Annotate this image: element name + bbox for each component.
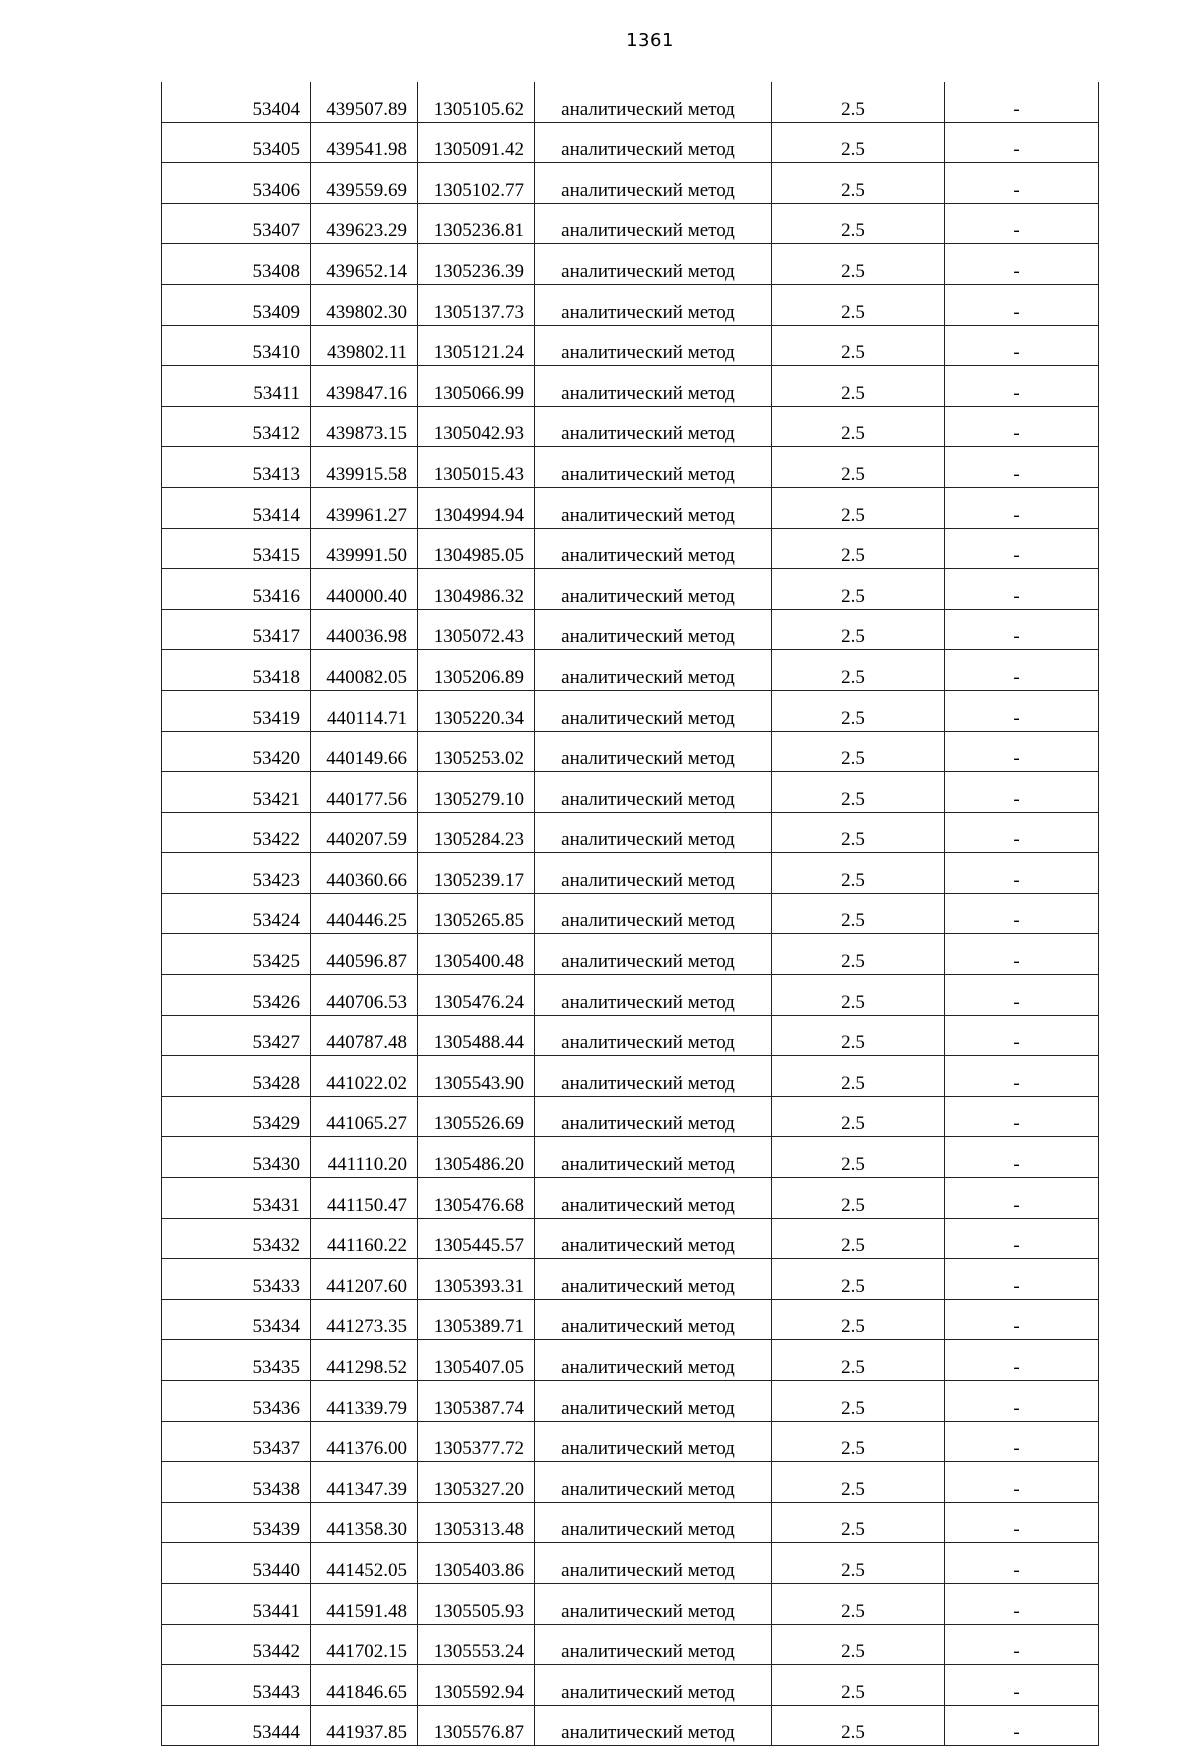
- accuracy-cell: 2.5: [772, 1543, 945, 1584]
- table-row: [162, 203, 1099, 244]
- note-cell: -: [945, 772, 1099, 813]
- accuracy-cell: 2.5: [772, 1665, 945, 1706]
- y-coordinate-cell: 1305206.89: [418, 650, 535, 691]
- point-number-cell: 53434: [162, 1299, 311, 1340]
- y-coordinate-cell: 1305488.44: [418, 1015, 535, 1056]
- method-cell: аналитический метод: [535, 1502, 772, 1543]
- table-row: [162, 569, 1099, 610]
- note-cell: -: [945, 325, 1099, 366]
- point-number-cell: 53407: [162, 203, 311, 244]
- point-number-cell: 53421: [162, 772, 311, 813]
- accuracy-cell: 2.5: [772, 325, 945, 366]
- point-number-cell: 53432: [162, 1218, 311, 1259]
- y-coordinate-cell: 1305313.48: [418, 1502, 535, 1543]
- table-row: [162, 1137, 1099, 1178]
- table-row: [162, 82, 1099, 122]
- table-row: [162, 1705, 1099, 1746]
- point-number-cell: 53440: [162, 1543, 311, 1584]
- method-cell: аналитический метод: [535, 1178, 772, 1219]
- accuracy-cell: 2.5: [772, 731, 945, 772]
- table-row: [162, 284, 1099, 325]
- method-cell: аналитический метод: [535, 325, 772, 366]
- accuracy-cell: 2.5: [772, 1624, 945, 1665]
- x-coordinate-cell: 441937.85: [311, 1705, 418, 1746]
- x-coordinate-cell: 439873.15: [311, 406, 418, 447]
- method-cell: аналитический метод: [535, 203, 772, 244]
- note-cell: -: [945, 244, 1099, 285]
- point-number-cell: 53415: [162, 528, 311, 569]
- method-cell: аналитический метод: [535, 1665, 772, 1706]
- point-number-cell: 53406: [162, 163, 311, 204]
- table-row: [162, 934, 1099, 975]
- point-number-cell: 53419: [162, 690, 311, 731]
- x-coordinate-cell: 439623.29: [311, 203, 418, 244]
- table-row: [162, 650, 1099, 691]
- accuracy-cell: 2.5: [772, 82, 945, 122]
- method-cell: аналитический метод: [535, 934, 772, 975]
- y-coordinate-cell: 1305387.74: [418, 1381, 535, 1422]
- method-cell: аналитический метод: [535, 1624, 772, 1665]
- y-coordinate-cell: 1305393.31: [418, 1259, 535, 1300]
- accuracy-cell: 2.5: [772, 1502, 945, 1543]
- table-row: [162, 1056, 1099, 1097]
- point-number-cell: 53443: [162, 1665, 311, 1706]
- x-coordinate-cell: 441347.39: [311, 1462, 418, 1503]
- table-row: [162, 528, 1099, 569]
- table-row: [162, 1543, 1099, 1584]
- y-coordinate-cell: 1305553.24: [418, 1624, 535, 1665]
- accuracy-cell: 2.5: [772, 203, 945, 244]
- method-cell: аналитический метод: [535, 1056, 772, 1097]
- x-coordinate-cell: 439991.50: [311, 528, 418, 569]
- table-row: [162, 893, 1099, 934]
- point-number-cell: 53414: [162, 487, 311, 528]
- note-cell: -: [945, 1259, 1099, 1300]
- note-cell: -: [945, 1543, 1099, 1584]
- accuracy-cell: 2.5: [772, 244, 945, 285]
- note-cell: -: [945, 284, 1099, 325]
- note-cell: -: [945, 406, 1099, 447]
- method-cell: аналитический метод: [535, 1096, 772, 1137]
- method-cell: аналитический метод: [535, 1705, 772, 1746]
- table-row: [162, 1502, 1099, 1543]
- x-coordinate-cell: 439802.11: [311, 325, 418, 366]
- method-cell: аналитический метод: [535, 690, 772, 731]
- y-coordinate-cell: 1305486.20: [418, 1137, 535, 1178]
- point-number-cell: 53408: [162, 244, 311, 285]
- point-number-cell: 53425: [162, 934, 311, 975]
- note-cell: -: [945, 1665, 1099, 1706]
- y-coordinate-cell: 1305476.68: [418, 1178, 535, 1219]
- y-coordinate-cell: 1305253.02: [418, 731, 535, 772]
- x-coordinate-cell: 439652.14: [311, 244, 418, 285]
- point-number-cell: 53431: [162, 1178, 311, 1219]
- point-number-cell: 53441: [162, 1583, 311, 1624]
- accuracy-cell: 2.5: [772, 1705, 945, 1746]
- table-row: [162, 772, 1099, 813]
- note-cell: -: [945, 1218, 1099, 1259]
- accuracy-cell: 2.5: [772, 1381, 945, 1422]
- y-coordinate-cell: 1305505.93: [418, 1583, 535, 1624]
- table-row: [162, 1218, 1099, 1259]
- method-cell: аналитический метод: [535, 1137, 772, 1178]
- x-coordinate-cell: 440149.66: [311, 731, 418, 772]
- y-coordinate-cell: 1305284.23: [418, 812, 535, 853]
- note-cell: -: [945, 1624, 1099, 1665]
- method-cell: аналитический метод: [535, 1340, 772, 1381]
- note-cell: -: [945, 366, 1099, 407]
- x-coordinate-cell: 440207.59: [311, 812, 418, 853]
- table-row: [162, 1462, 1099, 1503]
- note-cell: -: [945, 1178, 1099, 1219]
- method-cell: аналитический метод: [535, 1462, 772, 1503]
- accuracy-cell: 2.5: [772, 487, 945, 528]
- method-cell: аналитический метод: [535, 82, 772, 122]
- method-cell: аналитический метод: [535, 893, 772, 934]
- method-cell: аналитический метод: [535, 528, 772, 569]
- note-cell: -: [945, 1299, 1099, 1340]
- y-coordinate-cell: 1305407.05: [418, 1340, 535, 1381]
- point-number-cell: 53411: [162, 366, 311, 407]
- method-cell: аналитический метод: [535, 1421, 772, 1462]
- method-cell: аналитический метод: [535, 975, 772, 1016]
- accuracy-cell: 2.5: [772, 1096, 945, 1137]
- point-number-cell: 53409: [162, 284, 311, 325]
- method-cell: аналитический метод: [535, 487, 772, 528]
- point-number-cell: 53433: [162, 1259, 311, 1300]
- table-row: [162, 406, 1099, 447]
- table-row: [162, 975, 1099, 1016]
- x-coordinate-cell: 441207.60: [311, 1259, 418, 1300]
- table-row: [162, 366, 1099, 407]
- point-number-cell: 53405: [162, 122, 311, 163]
- x-coordinate-cell: 441110.20: [311, 1137, 418, 1178]
- point-number-cell: 53424: [162, 893, 311, 934]
- note-cell: -: [945, 1381, 1099, 1422]
- accuracy-cell: 2.5: [772, 1583, 945, 1624]
- method-cell: аналитический метод: [535, 163, 772, 204]
- point-number-cell: 53427: [162, 1015, 311, 1056]
- x-coordinate-cell: 440000.40: [311, 569, 418, 610]
- note-cell: -: [945, 1421, 1099, 1462]
- point-number-cell: 53417: [162, 609, 311, 650]
- accuracy-cell: 2.5: [772, 1421, 945, 1462]
- table-row: [162, 122, 1099, 163]
- y-coordinate-cell: 1304985.05: [418, 528, 535, 569]
- note-cell: -: [945, 163, 1099, 204]
- note-cell: -: [945, 893, 1099, 934]
- method-cell: аналитический метод: [535, 447, 772, 488]
- table-row: [162, 609, 1099, 650]
- table-row: [162, 1421, 1099, 1462]
- method-cell: аналитический метод: [535, 609, 772, 650]
- y-coordinate-cell: 1305066.99: [418, 366, 535, 407]
- x-coordinate-cell: 441298.52: [311, 1340, 418, 1381]
- point-number-cell: 53412: [162, 406, 311, 447]
- table-row: [162, 812, 1099, 853]
- point-number-cell: 53429: [162, 1096, 311, 1137]
- table-row: [162, 731, 1099, 772]
- y-coordinate-cell: 1305091.42: [418, 122, 535, 163]
- x-coordinate-cell: 441273.35: [311, 1299, 418, 1340]
- x-coordinate-cell: 439847.16: [311, 366, 418, 407]
- note-cell: -: [945, 1340, 1099, 1381]
- method-cell: аналитический метод: [535, 1218, 772, 1259]
- x-coordinate-cell: 440177.56: [311, 772, 418, 813]
- table-row: [162, 1178, 1099, 1219]
- note-cell: -: [945, 1462, 1099, 1503]
- method-cell: аналитический метод: [535, 731, 772, 772]
- y-coordinate-cell: 1305137.73: [418, 284, 535, 325]
- note-cell: -: [945, 650, 1099, 691]
- method-cell: аналитический метод: [535, 1543, 772, 1584]
- table-row: [162, 487, 1099, 528]
- note-cell: -: [945, 1015, 1099, 1056]
- method-cell: аналитический метод: [535, 772, 772, 813]
- point-number-cell: 53418: [162, 650, 311, 691]
- x-coordinate-cell: 441022.02: [311, 1056, 418, 1097]
- accuracy-cell: 2.5: [772, 1259, 945, 1300]
- accuracy-cell: 2.5: [772, 1056, 945, 1097]
- x-coordinate-cell: 441452.05: [311, 1543, 418, 1584]
- point-number-cell: 53416: [162, 569, 311, 610]
- point-number-cell: 53423: [162, 853, 311, 894]
- point-number-cell: 53430: [162, 1137, 311, 1178]
- point-number-cell: 53435: [162, 1340, 311, 1381]
- y-coordinate-cell: 1305265.85: [418, 893, 535, 934]
- table-row: [162, 853, 1099, 894]
- x-coordinate-cell: 440596.87: [311, 934, 418, 975]
- note-cell: -: [945, 487, 1099, 528]
- coordinates-table: [161, 82, 1099, 1746]
- note-cell: -: [945, 203, 1099, 244]
- y-coordinate-cell: 1305526.69: [418, 1096, 535, 1137]
- table-row: [162, 1259, 1099, 1300]
- accuracy-cell: 2.5: [772, 406, 945, 447]
- table-row: [162, 1583, 1099, 1624]
- method-cell: аналитический метод: [535, 1583, 772, 1624]
- method-cell: аналитический метод: [535, 1299, 772, 1340]
- point-number-cell: 53442: [162, 1624, 311, 1665]
- coordinates-table-body: [162, 82, 1099, 1746]
- x-coordinate-cell: 441846.65: [311, 1665, 418, 1706]
- accuracy-cell: 2.5: [772, 1340, 945, 1381]
- point-number-cell: 53444: [162, 1705, 311, 1746]
- y-coordinate-cell: 1305327.20: [418, 1462, 535, 1503]
- y-coordinate-cell: 1305389.71: [418, 1299, 535, 1340]
- accuracy-cell: 2.5: [772, 772, 945, 813]
- method-cell: аналитический метод: [535, 284, 772, 325]
- note-cell: -: [945, 82, 1099, 122]
- accuracy-cell: 2.5: [772, 975, 945, 1016]
- point-number-cell: 53439: [162, 1502, 311, 1543]
- y-coordinate-cell: 1305105.62: [418, 82, 535, 122]
- accuracy-cell: 2.5: [772, 690, 945, 731]
- x-coordinate-cell: 440036.98: [311, 609, 418, 650]
- x-coordinate-cell: 439559.69: [311, 163, 418, 204]
- accuracy-cell: 2.5: [772, 1462, 945, 1503]
- accuracy-cell: 2.5: [772, 122, 945, 163]
- accuracy-cell: 2.5: [772, 1015, 945, 1056]
- y-coordinate-cell: 1305042.93: [418, 406, 535, 447]
- table-row: [162, 1340, 1099, 1381]
- point-number-cell: 53428: [162, 1056, 311, 1097]
- x-coordinate-cell: 439541.98: [311, 122, 418, 163]
- accuracy-cell: 2.5: [772, 1299, 945, 1340]
- method-cell: аналитический метод: [535, 812, 772, 853]
- note-cell: -: [945, 731, 1099, 772]
- x-coordinate-cell: 441376.00: [311, 1421, 418, 1462]
- note-cell: -: [945, 812, 1099, 853]
- note-cell: -: [945, 122, 1099, 163]
- method-cell: аналитический метод: [535, 1015, 772, 1056]
- x-coordinate-cell: 441065.27: [311, 1096, 418, 1137]
- y-coordinate-cell: 1305220.34: [418, 690, 535, 731]
- note-cell: -: [945, 1137, 1099, 1178]
- y-coordinate-cell: 1305236.81: [418, 203, 535, 244]
- y-coordinate-cell: 1305403.86: [418, 1543, 535, 1584]
- y-coordinate-cell: 1305445.57: [418, 1218, 535, 1259]
- x-coordinate-cell: 441339.79: [311, 1381, 418, 1422]
- x-coordinate-cell: 440706.53: [311, 975, 418, 1016]
- note-cell: -: [945, 1705, 1099, 1746]
- note-cell: -: [945, 934, 1099, 975]
- method-cell: аналитический метод: [535, 1381, 772, 1422]
- accuracy-cell: 2.5: [772, 366, 945, 407]
- x-coordinate-cell: 441358.30: [311, 1502, 418, 1543]
- note-cell: -: [945, 1583, 1099, 1624]
- method-cell: аналитический метод: [535, 122, 772, 163]
- point-number-cell: 53413: [162, 447, 311, 488]
- x-coordinate-cell: 440114.71: [311, 690, 418, 731]
- y-coordinate-cell: 1305239.17: [418, 853, 535, 894]
- y-coordinate-cell: 1305121.24: [418, 325, 535, 366]
- y-coordinate-cell: 1304986.32: [418, 569, 535, 610]
- page-number: 1361: [626, 30, 674, 51]
- y-coordinate-cell: 1304994.94: [418, 487, 535, 528]
- x-coordinate-cell: 441702.15: [311, 1624, 418, 1665]
- y-coordinate-cell: 1305072.43: [418, 609, 535, 650]
- x-coordinate-cell: 441591.48: [311, 1583, 418, 1624]
- y-coordinate-cell: 1305236.39: [418, 244, 535, 285]
- method-cell: аналитический метод: [535, 366, 772, 407]
- x-coordinate-cell: 441160.22: [311, 1218, 418, 1259]
- accuracy-cell: 2.5: [772, 284, 945, 325]
- y-coordinate-cell: 1305476.24: [418, 975, 535, 1016]
- table-row: [162, 1624, 1099, 1665]
- point-number-cell: 53422: [162, 812, 311, 853]
- x-coordinate-cell: 439915.58: [311, 447, 418, 488]
- note-cell: -: [945, 447, 1099, 488]
- point-number-cell: 53404: [162, 82, 311, 122]
- table-row: [162, 1299, 1099, 1340]
- table-row: [162, 325, 1099, 366]
- table-row: [162, 690, 1099, 731]
- note-cell: -: [945, 1502, 1099, 1543]
- note-cell: -: [945, 1096, 1099, 1137]
- accuracy-cell: 2.5: [772, 893, 945, 934]
- accuracy-cell: 2.5: [772, 609, 945, 650]
- point-number-cell: 53438: [162, 1462, 311, 1503]
- accuracy-cell: 2.5: [772, 1218, 945, 1259]
- method-cell: аналитический метод: [535, 406, 772, 447]
- note-cell: -: [945, 609, 1099, 650]
- table-row: [162, 1096, 1099, 1137]
- x-coordinate-cell: 440360.66: [311, 853, 418, 894]
- point-number-cell: 53426: [162, 975, 311, 1016]
- method-cell: аналитический метод: [535, 853, 772, 894]
- y-coordinate-cell: 1305543.90: [418, 1056, 535, 1097]
- point-number-cell: 53420: [162, 731, 311, 772]
- x-coordinate-cell: 439507.89: [311, 82, 418, 122]
- accuracy-cell: 2.5: [772, 853, 945, 894]
- table-row: [162, 163, 1099, 204]
- accuracy-cell: 2.5: [772, 163, 945, 204]
- method-cell: аналитический метод: [535, 569, 772, 610]
- accuracy-cell: 2.5: [772, 569, 945, 610]
- x-coordinate-cell: 440082.05: [311, 650, 418, 691]
- point-number-cell: 53410: [162, 325, 311, 366]
- y-coordinate-cell: 1305015.43: [418, 447, 535, 488]
- accuracy-cell: 2.5: [772, 1137, 945, 1178]
- x-coordinate-cell: 440446.25: [311, 893, 418, 934]
- accuracy-cell: 2.5: [772, 528, 945, 569]
- table-row: [162, 1015, 1099, 1056]
- accuracy-cell: 2.5: [772, 934, 945, 975]
- point-number-cell: 53437: [162, 1421, 311, 1462]
- method-cell: аналитический метод: [535, 1259, 772, 1300]
- method-cell: аналитический метод: [535, 244, 772, 285]
- y-coordinate-cell: 1305576.87: [418, 1705, 535, 1746]
- x-coordinate-cell: 441150.47: [311, 1178, 418, 1219]
- note-cell: -: [945, 853, 1099, 894]
- x-coordinate-cell: 440787.48: [311, 1015, 418, 1056]
- accuracy-cell: 2.5: [772, 812, 945, 853]
- note-cell: -: [945, 975, 1099, 1016]
- point-number-cell: 53436: [162, 1381, 311, 1422]
- table-row: [162, 244, 1099, 285]
- table-row: [162, 1665, 1099, 1706]
- table-row: [162, 447, 1099, 488]
- accuracy-cell: 2.5: [772, 447, 945, 488]
- y-coordinate-cell: 1305592.94: [418, 1665, 535, 1706]
- y-coordinate-cell: 1305279.10: [418, 772, 535, 813]
- y-coordinate-cell: 1305377.72: [418, 1421, 535, 1462]
- note-cell: -: [945, 1056, 1099, 1097]
- note-cell: -: [945, 690, 1099, 731]
- note-cell: -: [945, 528, 1099, 569]
- accuracy-cell: 2.5: [772, 650, 945, 691]
- x-coordinate-cell: 439802.30: [311, 284, 418, 325]
- table-row: [162, 1381, 1099, 1422]
- note-cell: -: [945, 569, 1099, 610]
- accuracy-cell: 2.5: [772, 1178, 945, 1219]
- y-coordinate-cell: 1305400.48: [418, 934, 535, 975]
- method-cell: аналитический метод: [535, 650, 772, 691]
- x-coordinate-cell: 439961.27: [311, 487, 418, 528]
- y-coordinate-cell: 1305102.77: [418, 163, 535, 204]
